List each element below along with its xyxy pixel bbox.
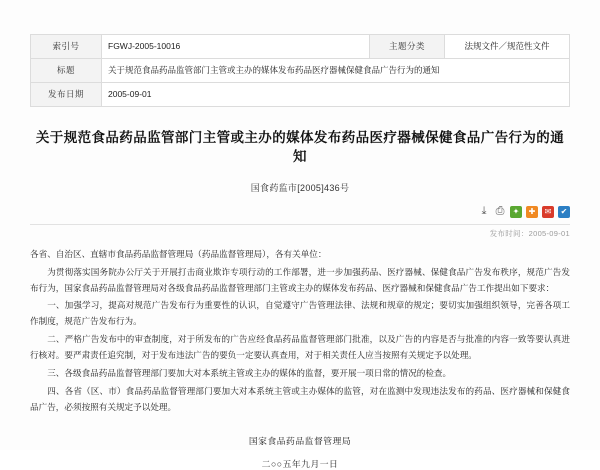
table-row	[31, 59, 570, 83]
document-number: 国食药监市[2005]436号	[250, 182, 350, 193]
document-toolbar	[30, 206, 570, 222]
body-paragraph: 四、各省（区、市）食品药品监督管理部门要加大对本系统主管或主办媒体的监管，对在监测中发现违法发布的药品、医疗器械和保健食品广告，必须按照有关规定予以处理。	[30, 385, 570, 412]
print-icon[interactable]: ⎙	[495, 205, 505, 218]
share-red-icon[interactable]: ✉	[542, 206, 554, 218]
index-label: 索引号	[31, 35, 102, 59]
document-body	[30, 247, 570, 416]
body-paragraph: 一、加强学习，提高对规范广告发布行为重要性的认识，自觉遵守广告管理法律、法规和规章的规定；要切实加强组织领导，完善各项工作制度，规范广告发布行为。	[30, 300, 570, 327]
subject-label: 标题	[31, 59, 102, 83]
body-paragraph: 三、各级食品药品监督管理部门要加大对本系统主管或主办的媒体的监督，要开展一项日常的情况的检查。	[47, 368, 452, 379]
salutation: 各省、自治区、直辖市食品药品监督管理局（药品监督管理局），各有关单位：	[30, 248, 327, 259]
download-icon[interactable]: ⤓	[481, 205, 487, 218]
issue-date: 二○○五年九月一日	[261, 458, 339, 469]
title-block	[30, 129, 570, 194]
date-value: 2005-09-01	[102, 83, 570, 107]
signature-block	[30, 434, 570, 470]
divider	[30, 224, 570, 225]
share-green-icon[interactable]: ✦	[510, 206, 522, 218]
publish-date: 发布时间：2005-09-01	[489, 228, 570, 238]
issuing-organization: 国家食品药品监督管理局	[248, 435, 352, 446]
table-row	[31, 35, 570, 59]
body-paragraph: 为贯彻落实国务院办公厅关于开展打击商业欺诈专项行动的工作部署，进一步加强药品、医疗器械、保健食品广告发布秩序，规范广告发布行为，国家食品药品监督管理局对各级食品药品监督管理部门主管或主办的媒体发布药品、医疗器械和保健食品广告工作提出如下要求：	[30, 266, 570, 293]
share-blue-icon[interactable]: ✔	[558, 206, 570, 218]
body-paragraph: 二、严格广告发布中的审查制度，对于所发布的广告应经食品药品监督管理部门批准，以及广告的内容是否与批准的内容一致等要认真进行核对。要严肃责任追究制，对于发布违法广告的要负一定要认真查用，对于相关责任人应当按照有关规定予以处理。	[30, 334, 570, 361]
toolbar-icon-group	[478, 206, 570, 218]
index-value: FGWJ-2005-10016	[102, 35, 370, 59]
category-value: 法规文件／规范性文件	[445, 35, 570, 59]
subject-value: 关于规范食品药品监管部门主管或主办的媒体发布药品医疗器械保健食品广告行为的通知	[102, 59, 570, 83]
date-label: 发布日期	[31, 83, 102, 107]
page-title: 关于规范食品药品监管部门主管或主办的媒体发布药品医疗器械保健食品广告行为的通知	[35, 130, 565, 164]
share-orange-icon[interactable]: ✚	[526, 206, 538, 218]
document-metadata-table	[30, 34, 570, 107]
table-row	[31, 83, 570, 107]
category-label: 主题分类	[370, 35, 445, 59]
